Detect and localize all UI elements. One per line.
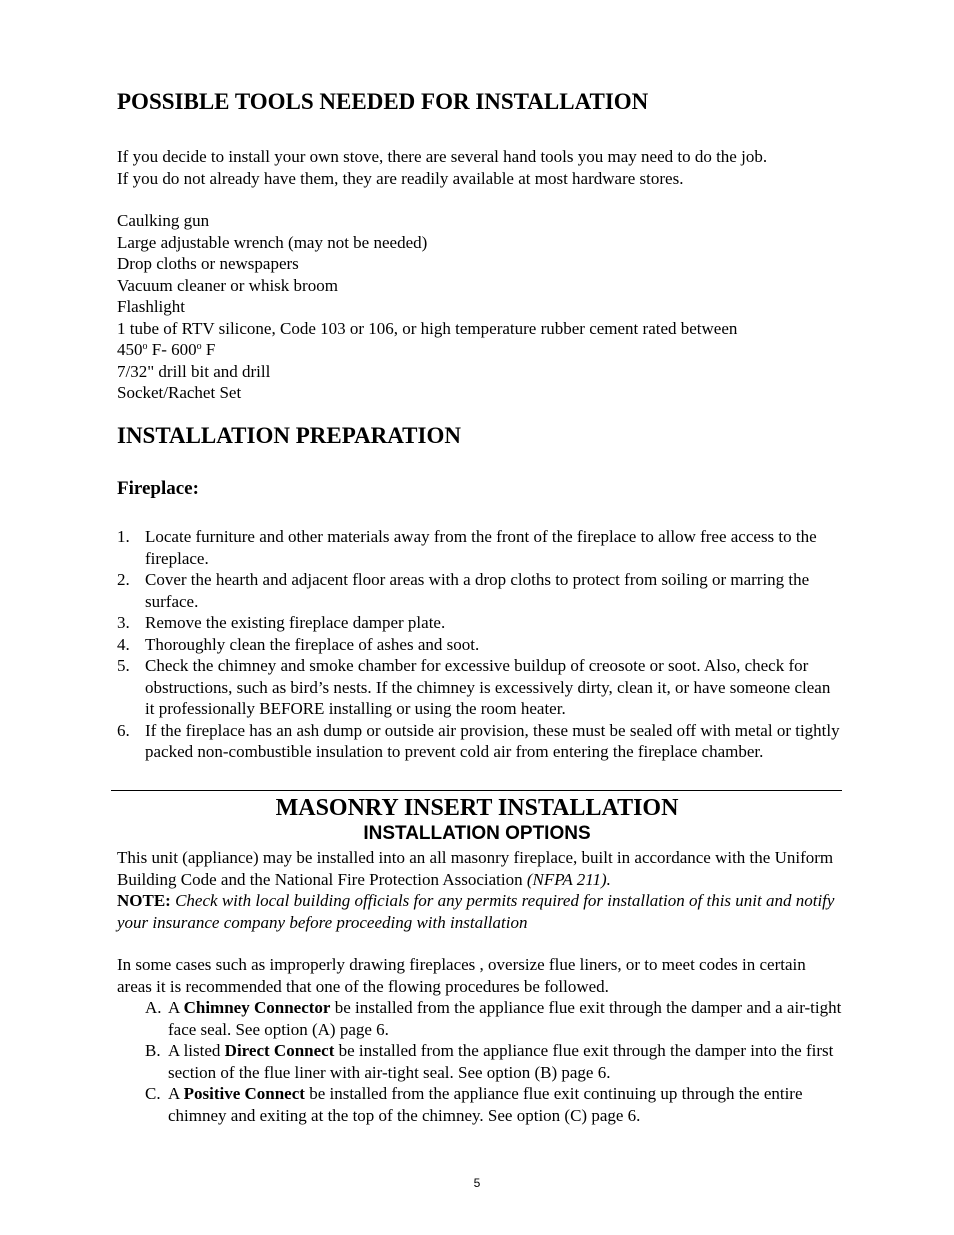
tools-intro-line1: If you decide to install your own stove, there are several hand tools you may need to do the job. — [117, 147, 768, 166]
tool-item: Caulking gun — [117, 211, 210, 230]
prep-step — [117, 634, 842, 656]
tools-intro — [117, 146, 842, 189]
note-paragraph — [117, 890, 842, 933]
option-post: be installed from the appliance flue exit through the damper and a air-tight face seal. See option (A) page 6. — [168, 998, 842, 1039]
degree-mark: o — [142, 341, 148, 352]
option-pre: A listed — [168, 1041, 225, 1060]
nfpa-reference: (NFPA 211). — [526, 869, 611, 889]
unit-paragraph — [117, 847, 842, 890]
degree-mark: o — [196, 341, 202, 352]
temp-low: 450 — [117, 340, 143, 359]
masonry-heading: MASONRY INSERT INSTALLATION — [275, 795, 679, 821]
install-option — [145, 1083, 845, 1126]
step-text: Locate furniture and other materials away from the front of the fireplace to allow free access to the fireplace. — [145, 527, 817, 568]
option-pre: A — [168, 1084, 184, 1103]
unit-text: This unit (appliance) may be installed into an all masonry fireplace, built in accordance with the Uniform Building Code and the National Fire Protection Association — [117, 848, 834, 889]
tool-item: 7/32" drill bit and drill — [117, 361, 271, 381]
step-number: 4. — [117, 634, 130, 654]
tool-item: Large adjustable wrench (may not be needed) — [117, 232, 428, 252]
option-name: Direct Connect — [224, 1041, 335, 1060]
tool-item: Flashlight — [117, 297, 186, 316]
step-number: 2. — [117, 570, 130, 589]
step-number: 3. — [117, 613, 130, 632]
step-text: Cover the hearth and adjacent floor areas with a drop cloths to protect from soiling or marring the surface. — [145, 570, 810, 611]
tools-list — [117, 210, 737, 404]
step-text: Remove the existing fireplace damper plate. — [145, 613, 446, 632]
step-number: 5. — [117, 656, 130, 675]
prep-step — [117, 612, 842, 634]
option-letter: C. — [145, 1084, 161, 1103]
tool-item-temperature-range — [117, 339, 737, 361]
tools-intro-line2: If you do not already have them, they are readily available at most hardware stores. — [117, 168, 684, 188]
option-name: Chimney Connector — [183, 998, 331, 1017]
tool-item: 1 tube of RTV silicone, Code 103 or 106, or high temperature rubber cement rated between — [117, 318, 738, 338]
prep-step — [117, 720, 842, 763]
prep-step — [117, 526, 842, 569]
tool-item: Drop cloths or newspapers — [117, 254, 299, 273]
options-subheading: INSTALLATION OPTIONS — [363, 823, 591, 844]
step-text: If the fireplace has an ash dump or outside air provision, these must be sealed off with metal or tightly packed non-combustible insulation to prevent cold air from entering the fireplace chamber. — [145, 720, 840, 761]
temp-end: F — [201, 340, 216, 359]
option-name: Positive Connect — [183, 1084, 305, 1103]
tools-heading: POSSIBLE TOOLS NEEDED FOR INSTALLATION — [117, 89, 649, 114]
step-text: Check the chimney and smoke chamber for excessive buildup of creosote or soot. Also, check for obstructions, such as bird’s nests. If the chimney is excessively dirty, clean it, or have someone clean it professionally BEFORE installing or using the room heater. — [145, 656, 831, 718]
page-number: 5 — [473, 1176, 481, 1190]
option-post: be installed from the appliance flue exit through the damper into the first section of the flue liner with air-tight seal. See option (B) page 6. — [168, 1041, 834, 1082]
step-number: 1. — [117, 527, 130, 546]
temp-sep: F- 600 — [147, 340, 197, 359]
option-pre: A — [168, 998, 184, 1017]
install-options-list — [145, 997, 845, 1126]
note-text: Check with local building officials for any permits required for installation of this unit and notify your insurance company before proceeding with installation — [117, 891, 835, 932]
fireplace-subheading: Fireplace: — [117, 478, 199, 499]
step-text: Thoroughly clean the fireplace of ashes and soot. — [145, 634, 480, 654]
option-letter: A. — [145, 998, 162, 1017]
tool-item: Vacuum cleaner or whisk broom — [117, 275, 338, 295]
prep-step — [117, 655, 842, 720]
tool-item: Socket/Rachet Set — [117, 383, 242, 402]
step-number: 6. — [117, 720, 130, 740]
install-option — [145, 997, 845, 1040]
section-divider — [111, 790, 842, 791]
install-option — [145, 1040, 845, 1083]
cases-paragraph: In some cases such as improperly drawing fireplaces , oversize flue liners, or to meet codes in certain areas it is recommended that one of the flowing procedures be followed. — [117, 955, 806, 996]
prep-step — [117, 569, 842, 612]
note-label: NOTE: — [117, 891, 171, 910]
prep-heading: INSTALLATION PREPARATION — [117, 423, 461, 448]
option-letter: B. — [145, 1041, 161, 1060]
option-post: be installed from the appliance flue exit continuing up through the entire chimney and exiting at the top of the chimney. See option (C) page 6. — [168, 1084, 803, 1125]
prep-steps-list — [117, 526, 842, 763]
